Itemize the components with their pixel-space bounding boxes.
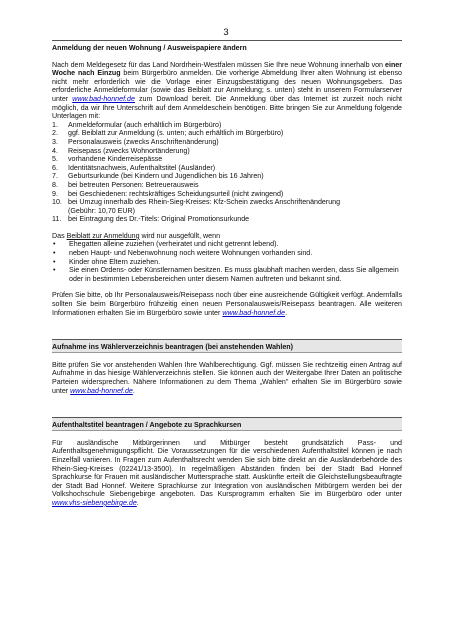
list-item: 1. Anmeldeformular (auch erhältlich im Bürgerbüro)	[52, 120, 222, 129]
list-item: 5. vorhandene Kinderreisepässe	[52, 155, 163, 164]
list-item: 10. bei Umzug innerhalb des Rhein-Sieg-Kreises: Kfz-Schein zwecks Anschriftenänderung	[52, 198, 341, 207]
list-item: 2. ggf. Beiblatt zur Anmeldung (s. unten; auch erhältlich im Bürgerbüro)	[52, 129, 284, 138]
section-heading-registration: Anmeldung der neuen Wohnung / Ausweispapiere ändern	[52, 40, 402, 53]
registration-paragraph: Nach dem Meldegesetz für das Land Nordrhein-Westfalen müssen Sie Ihre neue Wohnung innerhalb von einer Woche nach Einzug beim Bürgerbüro anmelden. Die vorherige Abmeldung Ihrer alten Wohnung ist ebenso nicht mehr erforderlich wie die Vorlage einer Einzugsbestätigung des neuen Wohnungsgebers. Das erforderliche Anmeldeformular (sowie das Beiblatt zur Anmeldung; s. unten) steht in unserem Formularserver unter www.bad-honnef.de zum Download bereit. Die Anmeldung über das Internet ist zurzeit noch nicht möglich, da wir Ihre Unterschrift auf dem Anmeldeschein benötigen. Bitte bringen Sie zur Anmeldung folgende Unterlagen mit:	[52, 60, 402, 121]
list-item: • Sie einen Ordens- oder Künstlernamen besitzen. Es muss glaubhaft machen werden, dass Sie allgemein oder in bestimmten Lebensbereichen unter diesem Namen auftreten und bekannt sind.	[53, 266, 399, 283]
list-item: 8. bei betreuten Personen: Betreuerausweis	[52, 180, 199, 189]
list-item: • Ehegatten alleine zuziehen (verheiratet und nicht getrennt lebend).	[53, 240, 279, 249]
section-heading-voter-register: Aufnahme ins Wählerverzeichnis beantragen (bei anstehenden Wahlen)	[52, 339, 402, 353]
section-heading-residence-permit: Aufenthaltstitel beantragen / Angebote zu Sprachkursen	[52, 417, 402, 431]
supplement-term: Beiblatt zur Anmeldung	[66, 231, 140, 240]
list-item: 6. Identitätsnachweis, Aufenthaltstitel (Ausländer)	[52, 163, 216, 172]
list-item: 11. bei Eintragung des Dr.-Titels: Original Promotionsurkunde	[52, 215, 250, 224]
link-bad-honnef[interactable]: www.bad-honnef.de	[72, 94, 135, 103]
link-bad-honnef[interactable]: www.bad-honnef.de	[70, 386, 133, 395]
residence-permit-paragraph: Für ausländische Mitbürgerinnen und Mitbürger besteht grundsätzlich Pass- und Aufenthaltsgenehmigungspflicht. Die Voraussetzungen für die verschiedenen Aufenthaltstitel können je nach Einzelfall variieren. In Fragen zum Aufenthaltsrecht wenden Sie sich bitte direkt an die Ausländerbehörde des Rhein-Sieg-Kreises (02241/13-3500). In regelmäßigen Abständen finden bei der Stadt Bad Honnef Sprachkurse für Frauen mit ausländischer Muttersprache statt. Auskünfte erteilt die Gleichstellungsbeauftragte der Stadt Bad Honnef. Weitere Sprachkurse zur Integration von ausländischen Mitbürgern werden bei der Volkshochschule Siebengebirge angeboten. Das Kursprogramm erhalten Sie im Bürgerbüro oder unter www.vhs-siebengebirge.de.	[52, 438, 402, 507]
bullet-icon: •	[53, 266, 56, 275]
passport-validity-paragraph: Prüfen Sie bitte, ob Ihr Personalausweis/Reisepass noch über eine ausreichende Gültigkeit verfügt. Andernfalls sollten Sie beim Bürgerbüro frühzeitig einen neuen Personalausweis/Reisepass beantragen. Alle weiteren Informationen erhalten Sie im Bürgerbüro sowie unter www.bad-honnef.de.	[52, 291, 402, 317]
supplement-conditions-list	[52, 240, 402, 283]
page-number: 3	[223, 27, 229, 38]
list-item: 9. bei Geschiedenen: rechtskräftiges Scheidungsurteil (nicht zwingend)	[52, 189, 284, 198]
page-content	[52, 40, 402, 508]
list-item: • neben Haupt- und Nebenwohnung noch weitere Wohnungen vorhanden sind.	[53, 249, 313, 258]
bullet-icon: •	[53, 240, 56, 249]
voter-register-paragraph: Bitte prüfen Sie vor anstehenden Wahlen Ihre Wahlberechtigung. Ggf. müssen Sie rechtzeitig einen Antrag auf Aufnahme in das hiesige Wählerverzeichnis stellen. Sie können auch der Weitergabe Ihrer Daten an politische Parteien widersprechen. Nähere Informationen zu dem Thema „Wahlen" erhalten Sie im Bürgerbüro sowie unter www.bad-honnef.de.	[52, 360, 402, 395]
list-item: • Kinder ohne Eltern zuziehen.	[53, 257, 161, 266]
deadline-emphasis: einer Woche nach Einzug	[52, 60, 402, 78]
list-item: 7. Geburtsurkunde (bei Kindern und Jugendlichen bis 16 Jahren)	[52, 172, 264, 181]
bullet-icon: •	[53, 249, 56, 258]
link-bad-honnef[interactable]: www.bad-honnef.de	[222, 308, 286, 317]
supplement-intro: Das Beiblatt zur Anmeldung wird nur ausgefüllt, wenn	[52, 231, 221, 240]
bullet-icon: •	[53, 257, 56, 266]
link-vhs[interactable]: www.vhs-siebengebirge.de	[52, 498, 137, 507]
documents-list	[52, 121, 402, 224]
list-item: 3. Personalausweis (zwecks Anschriftenänderung)	[52, 137, 219, 146]
list-item: (Gebühr: 10,70 EUR)	[68, 206, 136, 215]
list-item: 4. Reisepass (zwecks Wohnortänderung)	[52, 146, 190, 155]
